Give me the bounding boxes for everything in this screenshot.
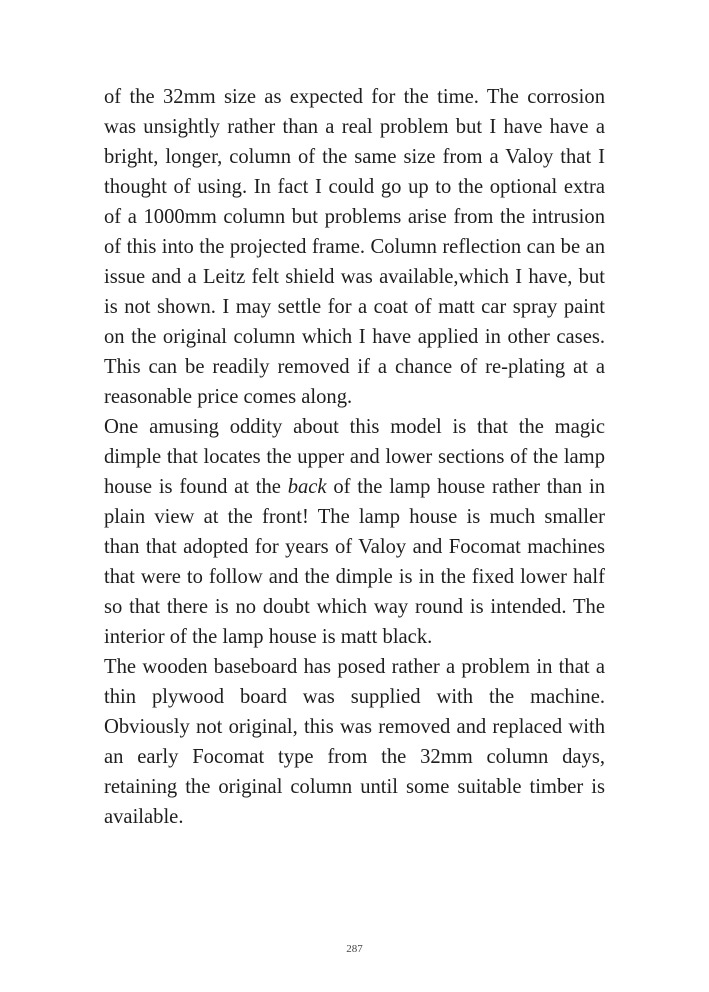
paragraph-text: of the lamp house rather than in plain view at the front! The lamp house is much smaller than that adopted for years of Valoy and Focomat machines that were to follow and the dimple is in the fixed lower half so that there is no doubt which way round is intended. The interior of the lamp house is matt black. xyxy=(104,476,605,648)
paragraph-column: of the 32mm size as expected for the time. The corrosion was unsightly rather than a real problem but I have have a bright, longer, column of the same size from a Valoy that I thought of using. In fact I could go up to the optional extra of a 1000mm column but problems arise from the intrusion of this into the projected frame. Column reflection can be an issue and a Leitz felt shield was available,which I have, but is not shown. I may settle for a coat of matt car spray paint on the original column which I have applied in other cases. This can be readily removed if a chance of re-plating at a reasonable price comes along. xyxy=(104,86,605,408)
paragraph-lamp-house xyxy=(104,412,605,652)
paragraph-text: One amusing oddity about this model is that the magic dimple that locates the upper and lower sections of the lamp house is found at the xyxy=(104,416,605,498)
paragraph-baseboard: The wooden baseboard has posed rather a problem in that a thin plywood board was supplied with the machine. Obviously not original, this was removed and replaced with an early Focomat type from the 32mm column days, retaining the original column until some suitable timber is available. xyxy=(104,656,605,828)
emphasis-text: back xyxy=(287,476,327,498)
page-number: 287 xyxy=(346,943,363,955)
page-body xyxy=(104,82,605,832)
